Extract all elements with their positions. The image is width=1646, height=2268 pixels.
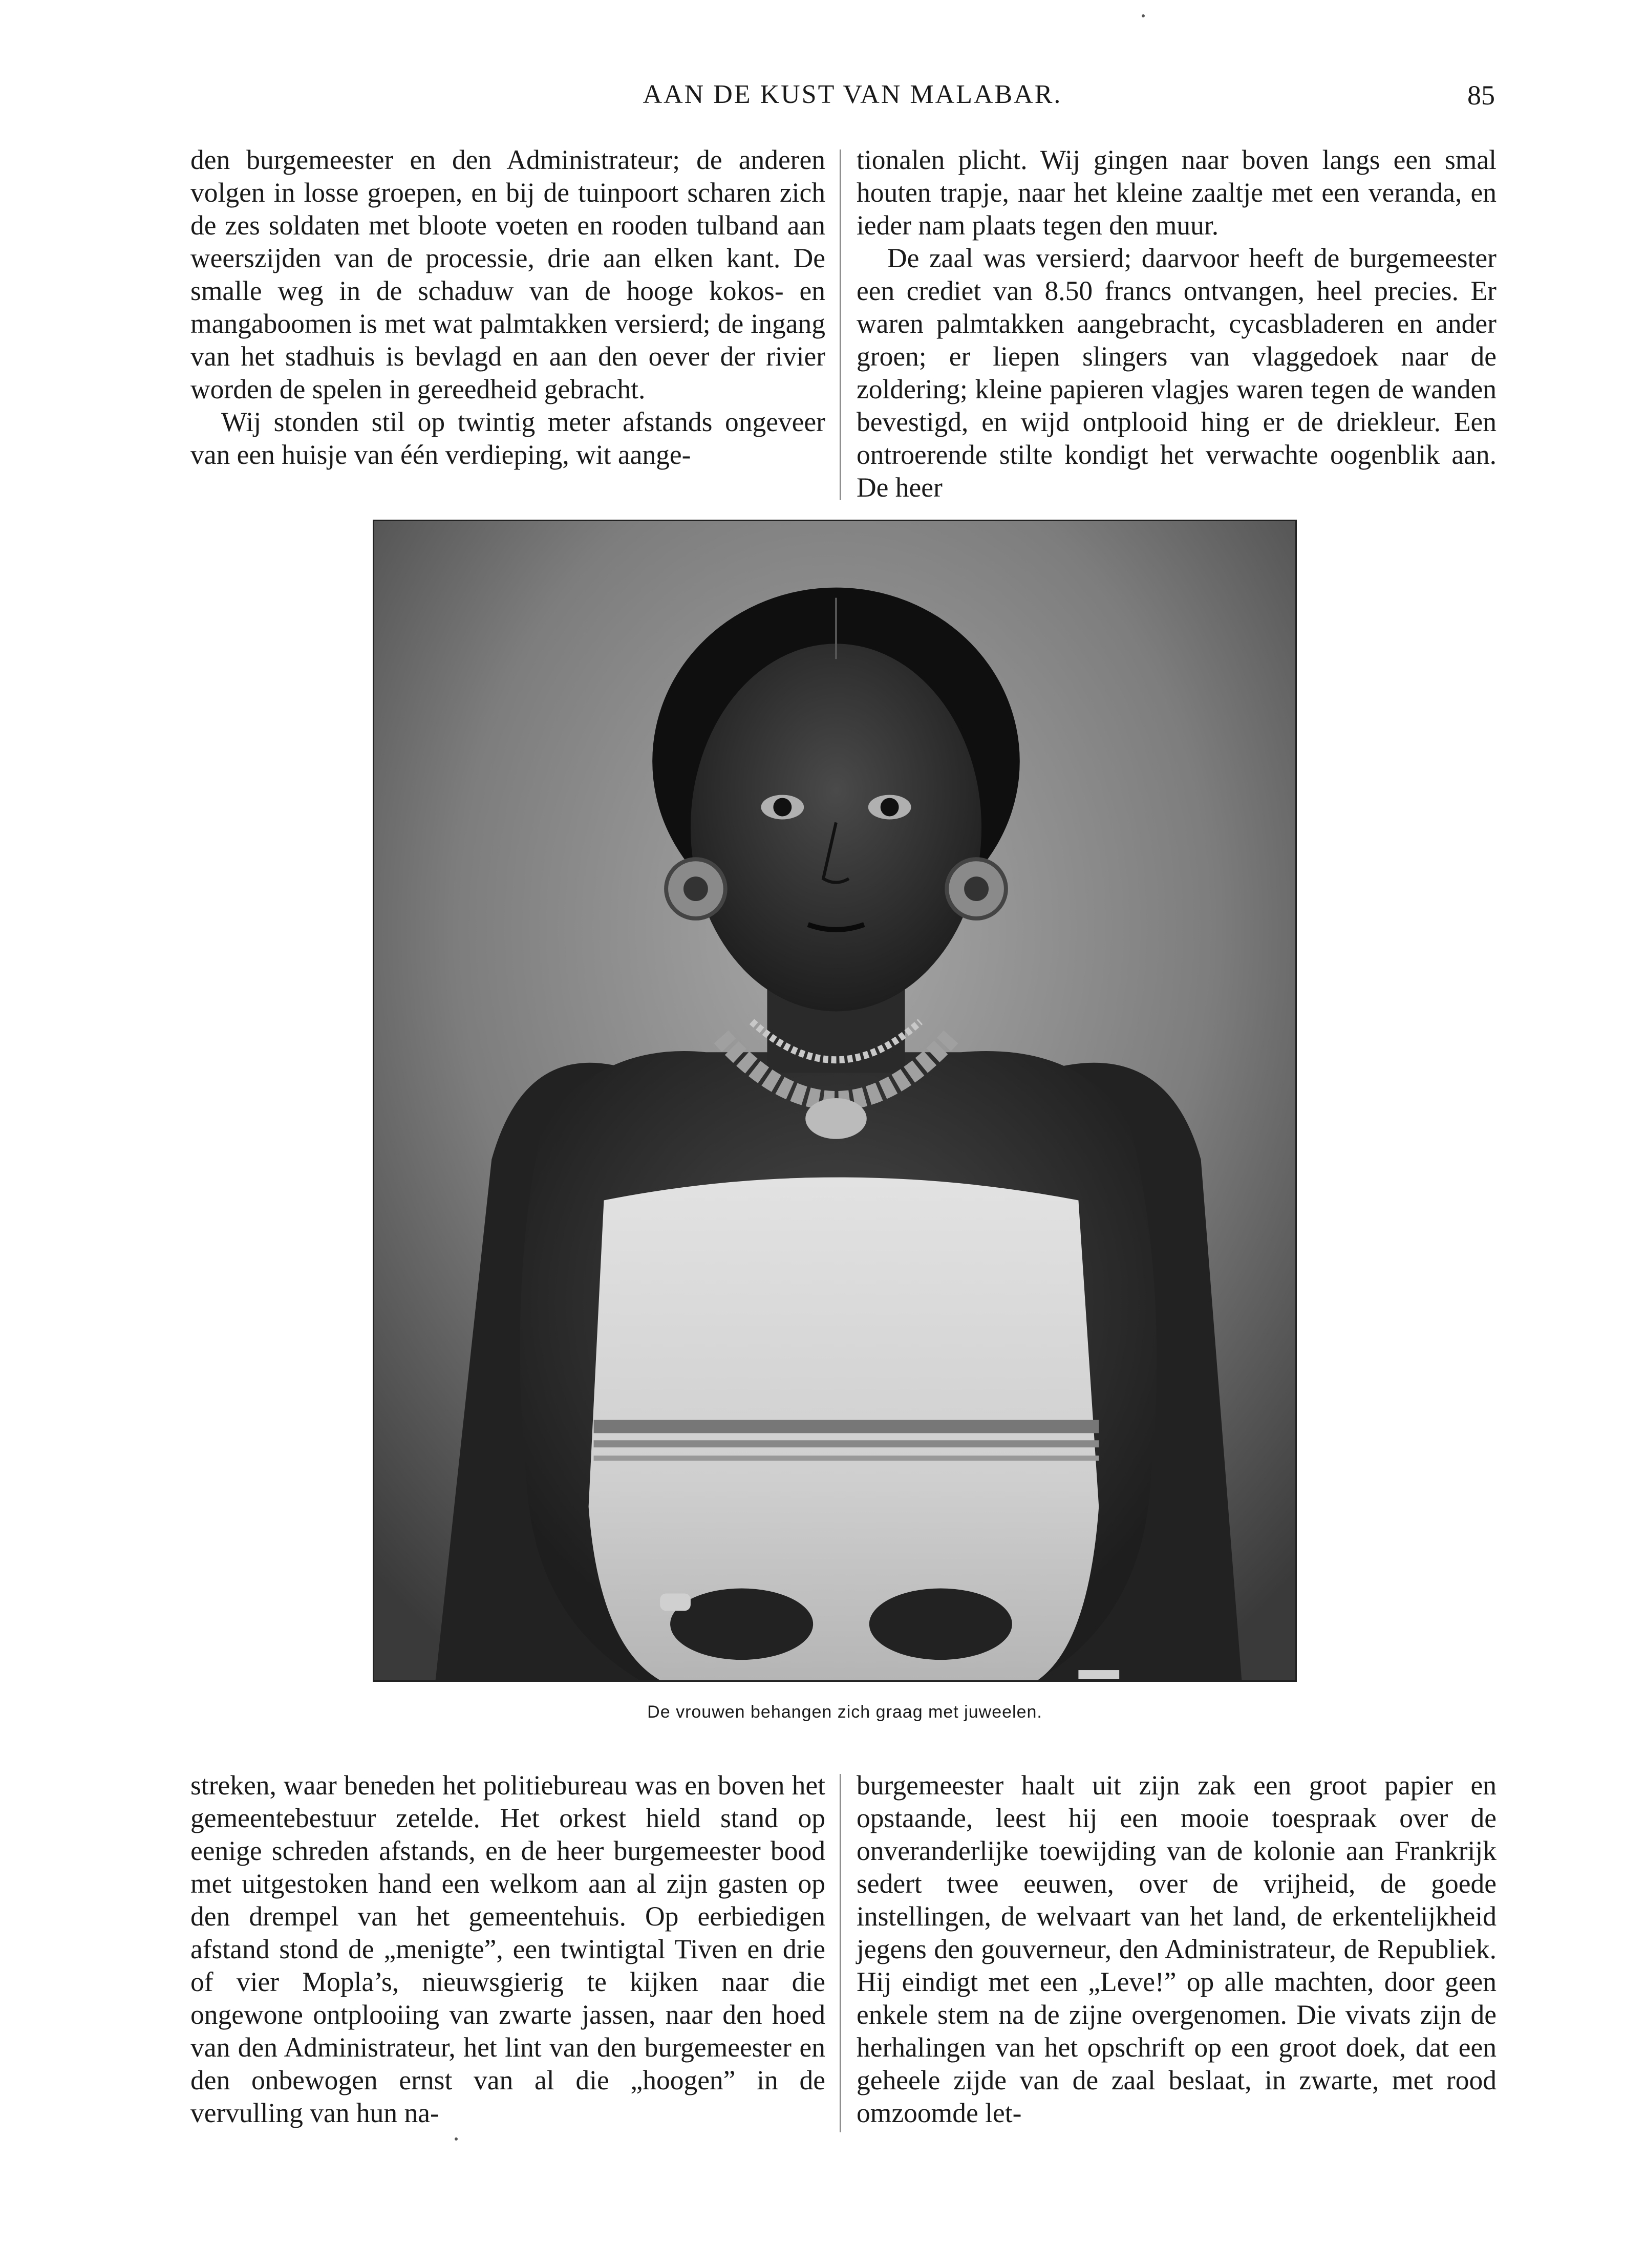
paragraph: tionalen plicht. Wij gingen naar boven langs een smal houten trapje, naar het kleine zaaltje met een veranda, en ieder nam plaats tegen den muur. [857,144,1497,241]
portrait-photograph [373,520,1297,1682]
paragraph: burgemeester haalt uit zijn zak een groot papier en opstaande, leest hij een mooie toespraak over de onveranderlijke toewijding van de kolonie aan Frankrijk sedert twee eeuwen, over de vrijheid, de goede instellingen, de welvaart van het land, de erkentelijkheid jegens den gouverneur, den Administrateur, de Republiek. Hij eindigt met een „Leve!” op alle machten, door geen enkele stem na de zijne overgenomen. Die vivats zijn de herhalingen van het opschrift op een groot doek, dat een geheele zijde van de zaal beslaat, in zwarte, met rood omzoomde let- [857,1770,1497,2128]
paragraph: De zaal was versierd; daarvoor heeft de burgemeester een crediet van 8.50 francs ontvangen, heel precies. Er waren palmtakken aangebracht, cycasbladeren en ander groen; er liepen slingers van vlaggedoek naar de zoldering; kleine papieren vlagjes waren tegen de wanden bevestigd, en wijd ontplooid hing er de driekleur. Een ontroerende stilte kondigt het verwachte oogenblik aan. De heer [857,243,1497,503]
running-title: AAN DE KUST VAN MALABAR. [643,80,1062,109]
column-bottom-left [190,1769,825,2129]
paragraph: Wij stonden stil op twintig meter afstands ongeveer van een huisje van één verdieping, wit aange- [190,406,825,470]
print-speck [455,2137,458,2141]
page-number: 85 [1467,80,1495,111]
print-speck [1142,14,1145,17]
column-divider [840,1774,841,2132]
paragraph: streken, waar beneden het politiebureau was en boven het gemeentebestuur zetelde. Het orkest hield stand op eenige schreden afstands, en de heer burgemeester bood met uitgestoken hand een welkom aan al zijn gasten op den drempel van het gemeentehuis. Op eerbiedigen afstand stond de „menigte”, een twintigtal Tiven en drie of vier Mopla’s, nieuwsgierig te kijken naar die ongewone ontplooiing van zwarte jassen, naar den hoed van den Administrateur, het lint van den burgemeester en den onbewogen ernst van al die „hoogen” in de vervulling van hun na- [190,1770,825,2128]
column-top-right [857,143,1497,504]
column-top-left [190,143,825,471]
portrait-image [374,521,1295,1680]
column-bottom-right [857,1769,1497,2129]
paragraph: den burgemeester en den Administrateur; de anderen volgen in losse groepen, en bij de tuinpoort scharen zich de zes soldaten met bloote voeten en rooden tulband aan weerszijden van de processie, drie aan elken kant. De smalle weg in de schaduw van de hooge kokos- en mangaboomen is met wat palmtakken versierd; de ingang van het stadhuis is bevlagd en aan den oever der rivier worden de spelen in gereedheid gebracht. [190,144,825,404]
figure-caption: De vrouwen behangen zich graag met juweelen. [647,1702,1042,1722]
column-divider [840,149,841,500]
